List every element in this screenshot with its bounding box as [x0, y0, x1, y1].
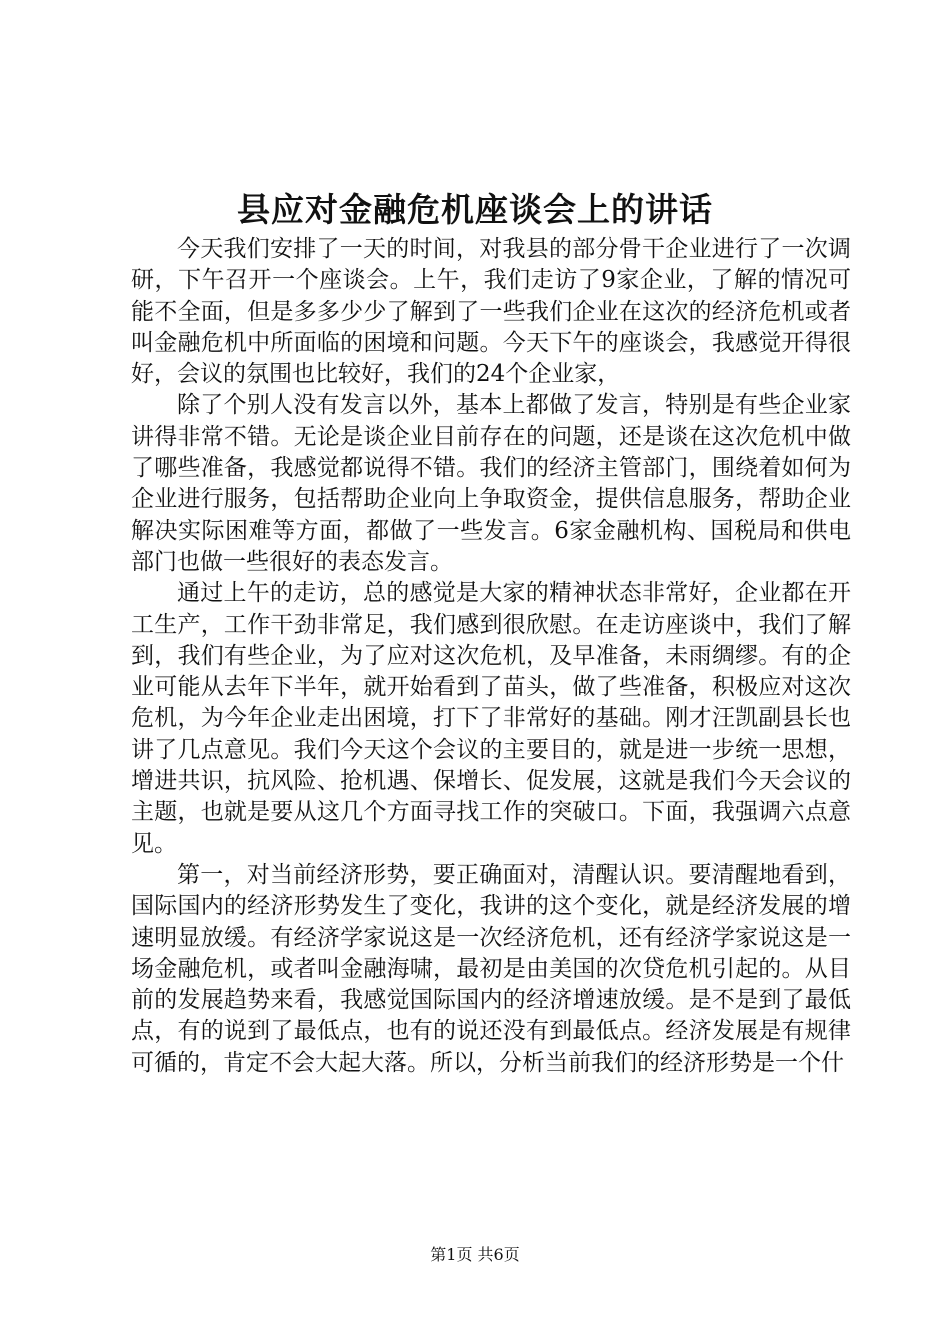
document-body: [131, 234, 851, 1079]
paragraph-3: 通过上午的走访，总的感觉是大家的精神状态非常好，企业都在开工生产，工作干劲非常足，我们感到很欣慰。在走访座谈中，我们了解到，我们有些企业，为了应对这次危机，及早准备，未雨绸缪。有的企业可能从去年下半年，就开始看到了苗头，做了些准备，积极应对这次危机，为今年企业走出困境，打下了非常好的基础。刚才汪凯副县长也讲了几点意见。我们今天这个会议的主要目的，就是进一步统一思想，增进共识，抗风险、抢机遇、保增长、促发展，这就是我们今天会议的主题，也就是要从这几个方面寻找工作的突破口。下面，我强调六点意见。: [131, 580, 851, 857]
paragraph-4: 第一，对当前经济形势，要正确面对，清醒认识。要清醒地看到，国际国内的经济形势发生了变化，我讲的这个变化，就是经济发展的增速明显放缓。有经济学家说这是一次经济危机，还有经济学家说这是一场金融危机，或者叫金融海啸，最初是由美国的次贷危机引起的。从目前的发展趋势来看，我感觉国际国内的经济增速放缓。是不是到了最低点，有的说到了最低点，也有的说还没有到最低点。经济发展是有规律可循的，肯定不会大起大落。所以，分析当前我们的经济形势是一个什: [131, 861, 851, 1076]
paragraph-2: 除了个别人没有发言以外，基本上都做了发言，特别是有些企业家讲得非常不错。无论是谈企业目前存在的问题，还是谈在这次危机中做了哪些准备，我感觉都说得不错。我们的经济主管部门，围绕着如何为企业进行服务，包括帮助企业向上争取资金，提供信息服务，帮助企业解决实际困难等方面，都做了一些发言。6家金融机构、国税局和供电部门也做一些很好的表态发言。: [131, 392, 851, 575]
page-number-footer: 第1页 共6页: [430, 1245, 520, 1264]
document-title: 县应对金融危机座谈会上的讲话: [237, 190, 713, 229]
paragraph-1: 今天我们安排了一天的时间，对我县的部分骨干企业进行了一次调研，下午召开一个座谈会。上午，我们走访了9家企业，了解的情况可能不全面，但是多多少少了解到了一些我们企业在这次的经济危机或者叫金融危机中所面临的困境和问题。今天下午的座谈会，我感觉开得很好，会议的氛围也比较好，我们的24个企业家，: [131, 236, 851, 388]
